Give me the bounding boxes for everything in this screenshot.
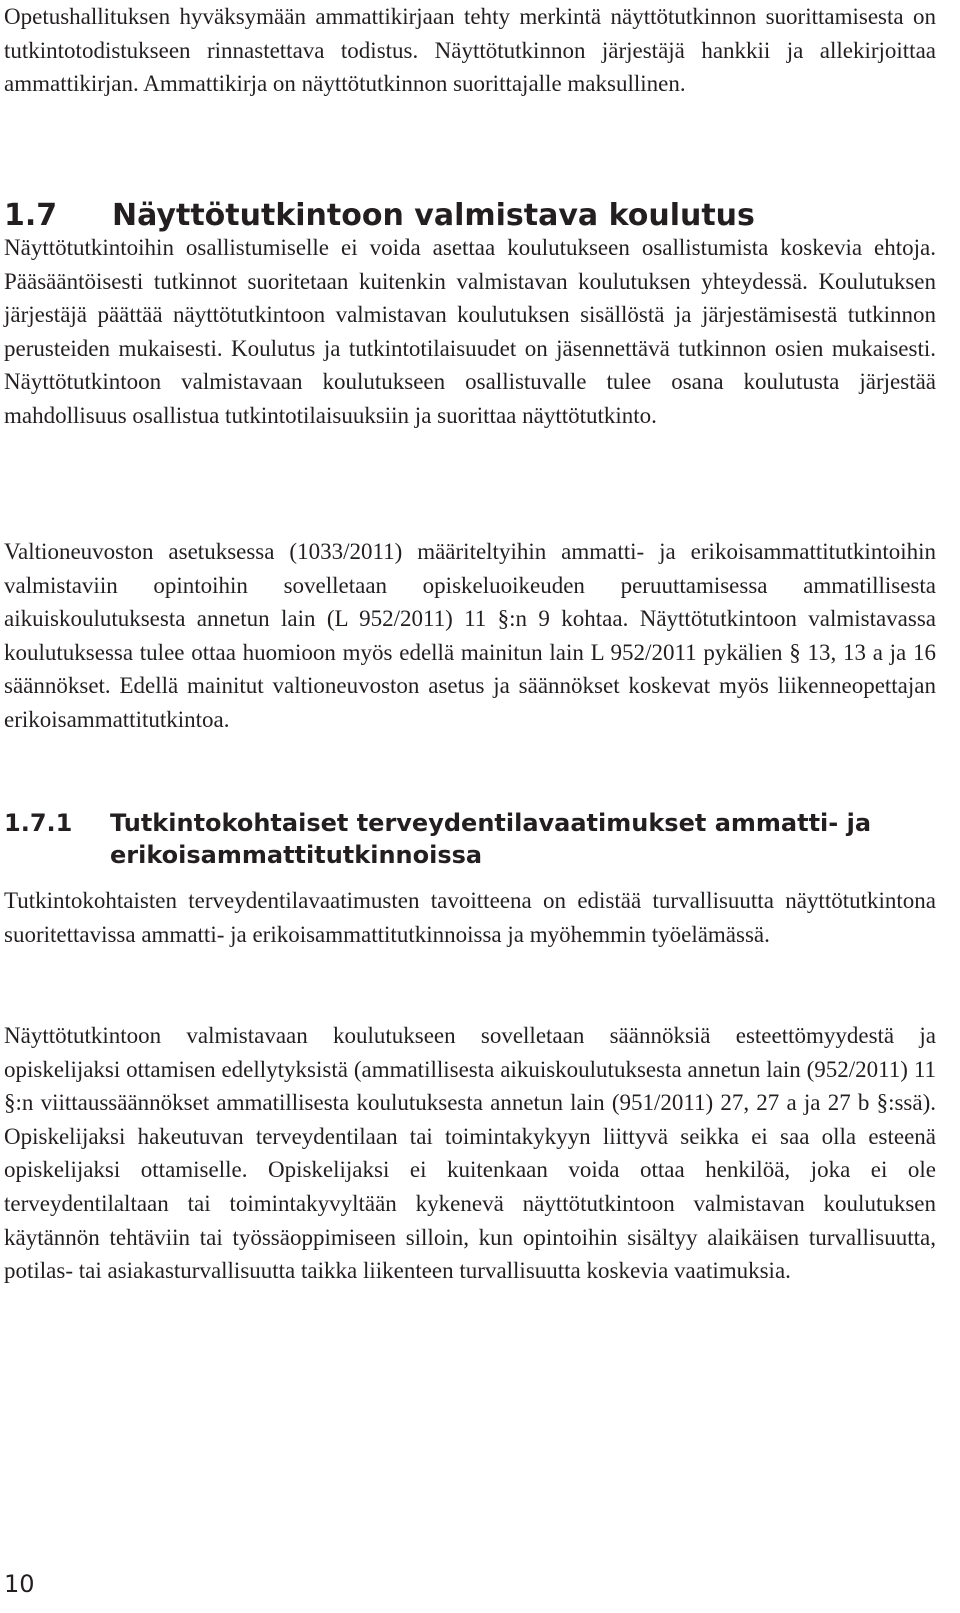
page-number: 10 xyxy=(4,1570,35,1598)
paragraph-terveydentilavaatimukset: Tutkintokohtaisten terveydentilavaatimusten tavoitteena on edistää turvallisuutta näyttötutkintona suoritettavissa ammatti- ja erikoisammattitutkinnoissa ja myöhemmin työelämässä. xyxy=(4,888,936,947)
subsection-title: Tutkintokohtaiset terveydentilavaatimukset ammatti- ja erikoisammattitutkinnoissa xyxy=(110,809,872,869)
paragraph-valmistava-koulutus: Näyttötutkintoihin osallistumiselle ei voida asettaa koulutukseen osallistumista koskevia ehtoja. Pääsääntöisesti tutkinnot suoritetaan kuitenkin valmistavan koulutuksen yhteydessä. Koulutuksen järjestäjä päättää näyttötutkintoon valmistavan koulutuksen sisällöstä ja järjestämisestä tutkinnon perusteiden mukaisesti. Koulutus ja tutkintotilaisuudet on jäsennettävä tutkinnon osien mukaisesti. Näyttötutkintoon valmistavaan koulutukseen osallistuvalle tulee osana koulutusta järjestää mahdollisuus osallistua tutkintotilaisuuksiin ja suorittaa näyttötutkinto. xyxy=(4,235,936,428)
paragraph-valtioneuvoston-asetus: Valtioneuvoston asetuksessa (1033/2011) määriteltyihin ammatti- ja erikoisammattitutkintoihin valmistaviin opintoihin sovelletaan opiskeluoikeuden peruuttamisessa ammatillisesta aikuiskoulutuksesta annetun lain (L 952/2011) 11 §:n 9 kohtaa. Näyttötutkintoon valmistavassa koulutuksessa tulee ottaa huomioon myös edellä mainitun lain L 952/2011 pykälien § 13, 13 a ja 16 säännökset. Edellä mainitut valtioneuvoston asetus ja säännökset koskevat myös liikenneopettajan erikoisammattitutkintoa. xyxy=(4,539,936,732)
section-title: Näyttötutkintoon valmistava koulutus xyxy=(112,198,755,233)
document-page xyxy=(4,0,936,1613)
section-heading-1-7 xyxy=(4,196,755,236)
intro-paragraph: Opetushallituksen hyväksymään ammattikirjaan tehty merkintä näyttötutkinnon suorittamisesta on tutkintotodistukseen rinnastettava todistus. Näyttötutkinnon järjestäjä hankkii ja allekirjoittaa ammattikirjan. Ammattikirja on näyttötutkinnon suorittajalle maksullinen. xyxy=(4,4,936,97)
section-number: 1.7 xyxy=(4,198,58,233)
subsection-number: 1.7.1 xyxy=(4,809,73,837)
paragraph-esteettomyys: Näyttötutkintoon valmistavaan koulutukseen sovelletaan säännöksiä esteettömyydestä ja opiskelijaksi ottamisen edellytyksistä (ammatillisesta aikuiskoulutuksesta annetun lain (952/2011) 11 §:n viittaussäännökset ammatillisesta koulutuksesta annetun lain (951/2011) 27, 27 a ja 27 b §:ssä). Opiskelijaksi hakeutuvan terveydentilaan tai toimintakykyyn liittyvä seikka ei saa olla esteenä opiskelijaksi ottamiselle. Opiskelijaksi ei kuitenkaan voida ottaa henkilöä, joka ei ole terveydentilaltaan tai toimintakyvyltään kykenevä näyttötutkintoon valmistavan koulutuksen käytännön tehtäviin tai työssäoppimiseen silloin, kun opintoihin sisältyy alaikäisen turvallisuutta, potilas- tai asiakasturvallisuutta taikka liikenteen turvallisuutta koskevia vaatimuksia. xyxy=(4,1023,936,1284)
subsection-heading-1-7-1 xyxy=(4,807,936,871)
